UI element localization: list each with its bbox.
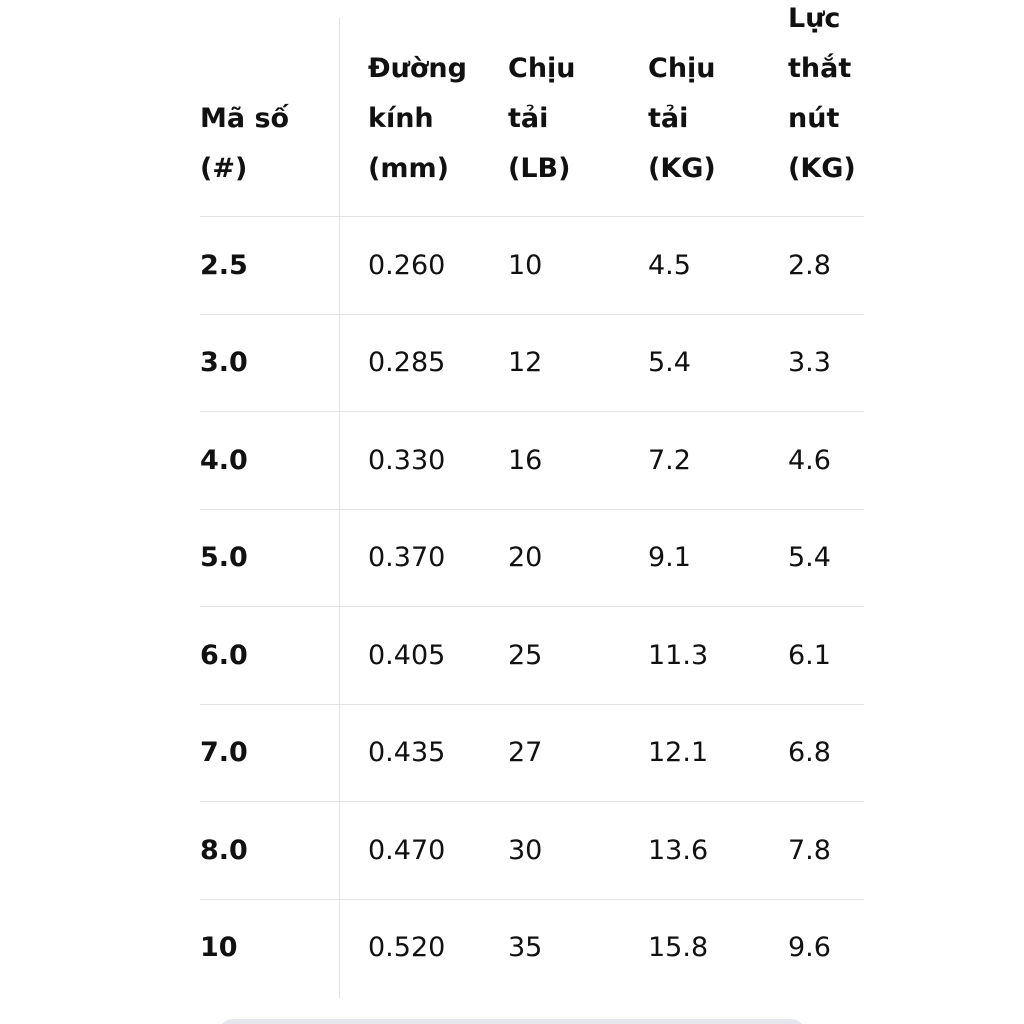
cell-code: 7.0 — [200, 737, 248, 769]
table-row — [200, 412, 864, 510]
cell-load-kg: 9.1 — [648, 542, 691, 574]
cell-load-lb: 25 — [508, 639, 543, 671]
bottom-pill-bar[interactable] — [218, 1019, 806, 1024]
cell-load-kg: 11.3 — [648, 639, 709, 671]
cell-load-lb: 27 — [508, 737, 543, 769]
cell-code: 2.5 — [200, 249, 248, 281]
cell-code: 4.0 — [200, 444, 248, 476]
cell-load-kg: 4.5 — [648, 249, 691, 281]
table-row — [200, 510, 864, 608]
header-knot-strength: Lực thắt nút (KG) — [788, 3, 856, 184]
cell-code: 6.0 — [200, 639, 248, 671]
cell-diameter: 0.285 — [368, 347, 446, 379]
cell-knot-strength: 5.4 — [788, 542, 831, 574]
cell-knot-strength: 9.6 — [788, 932, 831, 964]
table-row — [200, 705, 864, 803]
cell-load-lb: 12 — [508, 347, 543, 379]
cell-load-kg: 13.6 — [648, 834, 709, 866]
table-header — [200, 0, 864, 217]
cell-code: 5.0 — [200, 542, 248, 574]
header-code: Mã số (#) — [200, 103, 290, 184]
cell-knot-strength: 6.8 — [788, 737, 831, 769]
cell-code: 10 — [200, 932, 238, 964]
cell-load-lb: 10 — [508, 249, 543, 281]
table-row — [200, 900, 864, 997]
cell-diameter: 0.330 — [368, 444, 446, 476]
cell-knot-strength: 3.3 — [788, 347, 831, 379]
cell-knot-strength: 6.1 — [788, 639, 831, 671]
cell-diameter: 0.370 — [368, 542, 446, 574]
header-diameter: Đường kính (mm) — [368, 53, 467, 184]
cell-load-lb: 30 — [508, 834, 543, 866]
cell-diameter: 0.435 — [368, 737, 446, 769]
cell-knot-strength: 4.6 — [788, 444, 831, 476]
header-load-lb: Chịu tải (LB) — [508, 53, 576, 184]
cell-diameter: 0.470 — [368, 834, 446, 866]
table-row — [200, 217, 864, 315]
cell-load-kg: 12.1 — [648, 737, 709, 769]
cell-load-lb: 35 — [508, 932, 543, 964]
cell-knot-strength: 7.8 — [788, 834, 831, 866]
cell-code: 8.0 — [200, 834, 248, 866]
cell-knot-strength: 2.8 — [788, 249, 831, 281]
header-load-kg: Chịu tải (KG) — [648, 53, 716, 184]
cell-diameter: 0.405 — [368, 639, 446, 671]
cell-diameter: 0.260 — [368, 249, 446, 281]
spec-table — [200, 0, 864, 996]
cell-load-lb: 16 — [508, 444, 543, 476]
cell-load-kg: 15.8 — [648, 932, 709, 964]
cell-code: 3.0 — [200, 347, 248, 379]
table-row — [200, 315, 864, 413]
table-row — [200, 607, 864, 705]
cell-load-lb: 20 — [508, 542, 543, 574]
cell-load-kg: 5.4 — [648, 347, 691, 379]
table-row — [200, 802, 864, 900]
cell-diameter: 0.520 — [368, 932, 446, 964]
cell-load-kg: 7.2 — [648, 444, 691, 476]
